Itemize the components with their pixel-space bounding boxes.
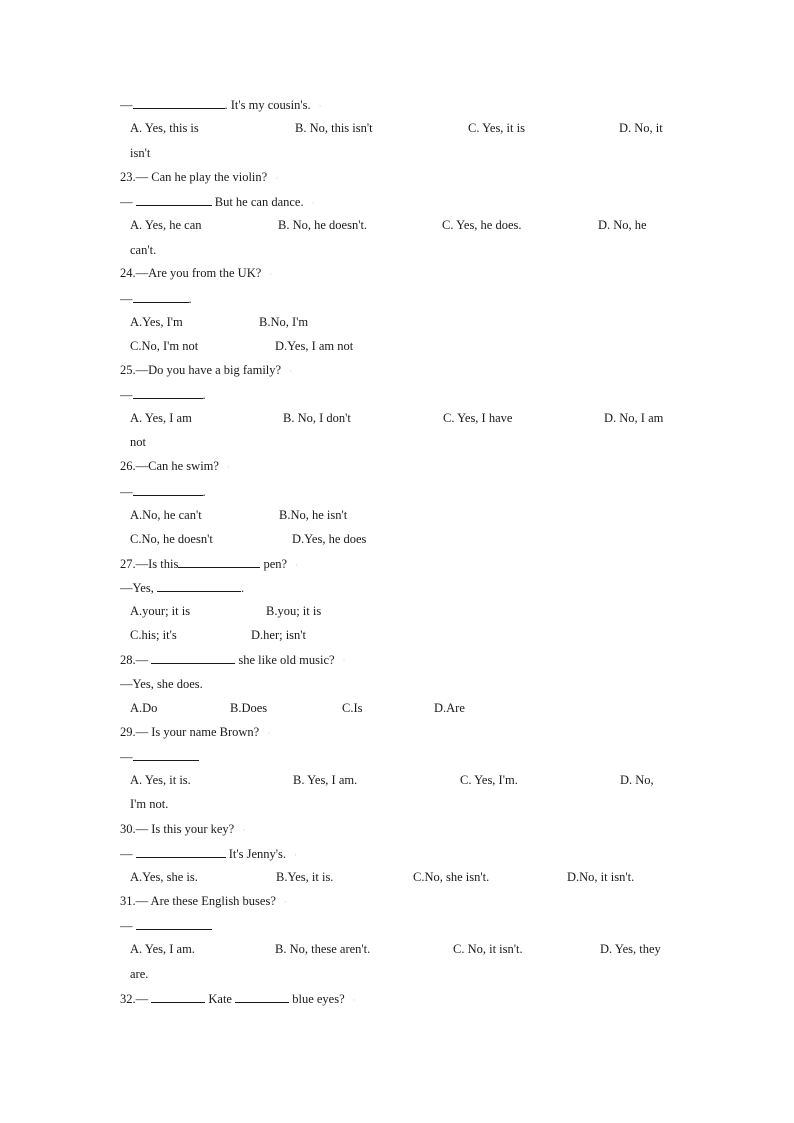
paragraph-mark: · xyxy=(242,825,246,835)
answer-blank[interactable] xyxy=(133,748,199,761)
q24-option-d[interactable]: D.Yes, I am not xyxy=(275,339,354,353)
answer-blank[interactable] xyxy=(133,483,203,496)
q28-answer-line: —Yes, she does. xyxy=(120,677,203,691)
q25-option-b[interactable]: B. No, I don't xyxy=(283,411,351,425)
q26-question xyxy=(120,458,230,475)
q31-option-b[interactable]: B. No, these aren't. xyxy=(275,942,371,956)
q24-option-a[interactable]: A.Yes, I'm xyxy=(130,315,183,329)
q28-option-c[interactable]: C.Is xyxy=(342,701,363,715)
q31-option-d[interactable]: D. Yes, they xyxy=(600,942,661,956)
q28-option-d[interactable]: D.Are xyxy=(434,701,465,715)
answer-blank-1[interactable] xyxy=(151,990,205,1003)
q30-question xyxy=(120,821,245,838)
q22-option-a[interactable]: A. Yes, this is xyxy=(130,121,199,135)
q25-answer-line xyxy=(120,386,206,403)
q27-answer-line xyxy=(120,579,244,596)
q30-option-b[interactable]: B.Yes, it is. xyxy=(276,870,334,884)
question-text: Kate xyxy=(208,992,232,1006)
answer-blank[interactable] xyxy=(136,193,212,206)
q25-option-d[interactable]: D. No, I am xyxy=(604,411,664,425)
dash: — xyxy=(120,195,133,209)
line-text: . xyxy=(202,485,206,499)
paragraph-mark: · xyxy=(275,173,279,183)
q29-option-c[interactable]: C. Yes, I'm. xyxy=(460,773,518,787)
question-text: 25.—Do you have a big family? xyxy=(120,363,282,377)
question-text: 30.— Is this your key? xyxy=(120,822,235,836)
q28-question xyxy=(120,651,346,669)
question-text: 23.— Can he play the violin? xyxy=(120,170,268,184)
q23-answer-line xyxy=(120,193,315,211)
q26-answer-line xyxy=(120,483,206,500)
q29-option-a[interactable]: A. Yes, it is. xyxy=(130,773,191,787)
q22-option-d-cont: isn't xyxy=(130,146,151,160)
q23-question xyxy=(120,169,278,186)
q28-option-a[interactable]: A.Do xyxy=(130,701,158,715)
paragraph-mark: · xyxy=(352,995,356,1005)
q29-question xyxy=(120,724,270,741)
q30-option-a[interactable]: A.Yes, she is. xyxy=(130,870,198,884)
dash: — xyxy=(120,388,133,402)
q26-option-b[interactable]: B.No, he isn't xyxy=(279,508,348,522)
answer-blank-2[interactable] xyxy=(235,990,289,1003)
q25-option-d-cont: not xyxy=(130,435,146,449)
paragraph-mark: · xyxy=(226,462,230,472)
answer-blank[interactable] xyxy=(136,917,212,930)
dash: — xyxy=(120,919,133,933)
paragraph-mark: · xyxy=(269,269,273,279)
question-number: 32.— xyxy=(120,992,149,1006)
question-text: 26.—Can he swim? xyxy=(120,459,219,473)
q29-option-d-cont: I'm not. xyxy=(130,797,169,811)
line-text: —Yes, xyxy=(120,581,154,595)
q22-option-b[interactable]: B. No, this isn't xyxy=(295,121,373,135)
q31-option-a[interactable]: A. Yes, I am. xyxy=(130,942,195,956)
paragraph-mark: · xyxy=(267,728,271,738)
paragraph-mark: · xyxy=(342,656,346,666)
question-text: 31.— Are these English buses? xyxy=(120,894,276,908)
q24-answer-line xyxy=(120,290,192,307)
q30-answer-line xyxy=(120,845,297,863)
dash: — xyxy=(120,847,133,861)
q27-option-a[interactable]: A.your; it is xyxy=(130,604,191,618)
answer-blank[interactable] xyxy=(136,845,226,858)
question-text: 27.—Is this xyxy=(120,557,179,571)
paragraph-mark: · xyxy=(295,560,299,570)
q31-answer-line xyxy=(120,917,212,934)
q29-option-b[interactable]: B. Yes, I am. xyxy=(293,773,358,787)
q29-answer-line xyxy=(120,748,199,765)
q26-option-c[interactable]: C.No, he doesn't xyxy=(130,532,213,546)
q24-option-c[interactable]: C.No, I'm not xyxy=(130,339,199,353)
q30-option-c[interactable]: C.No, she isn't. xyxy=(413,870,490,884)
q22-option-c[interactable]: C. Yes, it is xyxy=(468,121,525,135)
q23-option-d[interactable]: D. No, he xyxy=(598,218,647,232)
q23-option-b[interactable]: B. No, he doesn't. xyxy=(278,218,368,232)
q24-question xyxy=(120,265,272,282)
q32-question xyxy=(120,990,356,1008)
question-number: 28.— xyxy=(120,653,149,667)
answer-blank[interactable] xyxy=(133,290,189,303)
q26-option-a[interactable]: A.No, he can't xyxy=(130,508,202,522)
paragraph-mark: · xyxy=(289,366,293,376)
q29-option-d[interactable]: D. No, xyxy=(620,773,654,787)
answer-blank[interactable] xyxy=(133,96,225,109)
line-text: But he can dance. xyxy=(214,195,304,209)
answer-blank[interactable] xyxy=(151,651,235,664)
q27-question xyxy=(120,555,298,573)
question-text-end: blue eyes? xyxy=(292,992,345,1006)
line-text: It's Jenny's. xyxy=(228,847,287,861)
q31-question xyxy=(120,893,287,910)
dash: — xyxy=(120,292,133,306)
answer-blank[interactable] xyxy=(133,386,203,399)
line-text: . It's my cousin's. xyxy=(224,98,311,112)
q22-answer-line xyxy=(120,96,322,114)
q31-option-c[interactable]: C. No, it isn't. xyxy=(453,942,523,956)
q26-option-d[interactable]: D.Yes, he does xyxy=(292,532,367,546)
q22-option-d[interactable]: D. No, it xyxy=(619,121,663,135)
q24-option-b[interactable]: B.No, I'm xyxy=(259,315,309,329)
q23-option-c[interactable]: C. Yes, he does. xyxy=(442,218,522,232)
q28-option-b[interactable]: B.Does xyxy=(230,701,268,715)
paragraph-mark: · xyxy=(311,198,315,208)
dash: — xyxy=(120,485,133,499)
question-text: 24.—Are you from the UK? xyxy=(120,266,262,280)
dash: — xyxy=(120,750,133,764)
line-text: . xyxy=(202,388,206,402)
q27-option-c[interactable]: C.his; it's xyxy=(130,628,177,642)
q25-option-a[interactable]: A. Yes, I am xyxy=(130,411,192,425)
dash: — xyxy=(120,98,133,112)
answer-blank[interactable] xyxy=(157,579,241,592)
q25-option-c[interactable]: C. Yes, I have xyxy=(443,411,513,425)
line-text: . xyxy=(188,292,192,306)
paragraph-mark: · xyxy=(294,850,298,860)
line-end: . xyxy=(240,581,245,595)
q30-option-d[interactable]: D.No, it isn't. xyxy=(567,870,635,884)
q23-option-d-cont: can't. xyxy=(130,243,157,257)
q23-option-a[interactable]: A. Yes, he can xyxy=(130,218,202,232)
q31-option-d-cont: are. xyxy=(130,967,149,981)
q25-question xyxy=(120,362,292,379)
question-text-end: pen? xyxy=(263,557,288,571)
answer-blank[interactable] xyxy=(178,555,260,568)
question-text: she like old music? xyxy=(238,653,335,667)
paragraph-mark: · xyxy=(318,101,322,111)
paragraph-mark: · xyxy=(283,897,287,907)
question-text: 29.— Is your name Brown? xyxy=(120,725,260,739)
q27-option-b[interactable]: B.you; it is xyxy=(266,604,322,618)
q27-option-d[interactable]: D.her; isn't xyxy=(251,628,307,642)
